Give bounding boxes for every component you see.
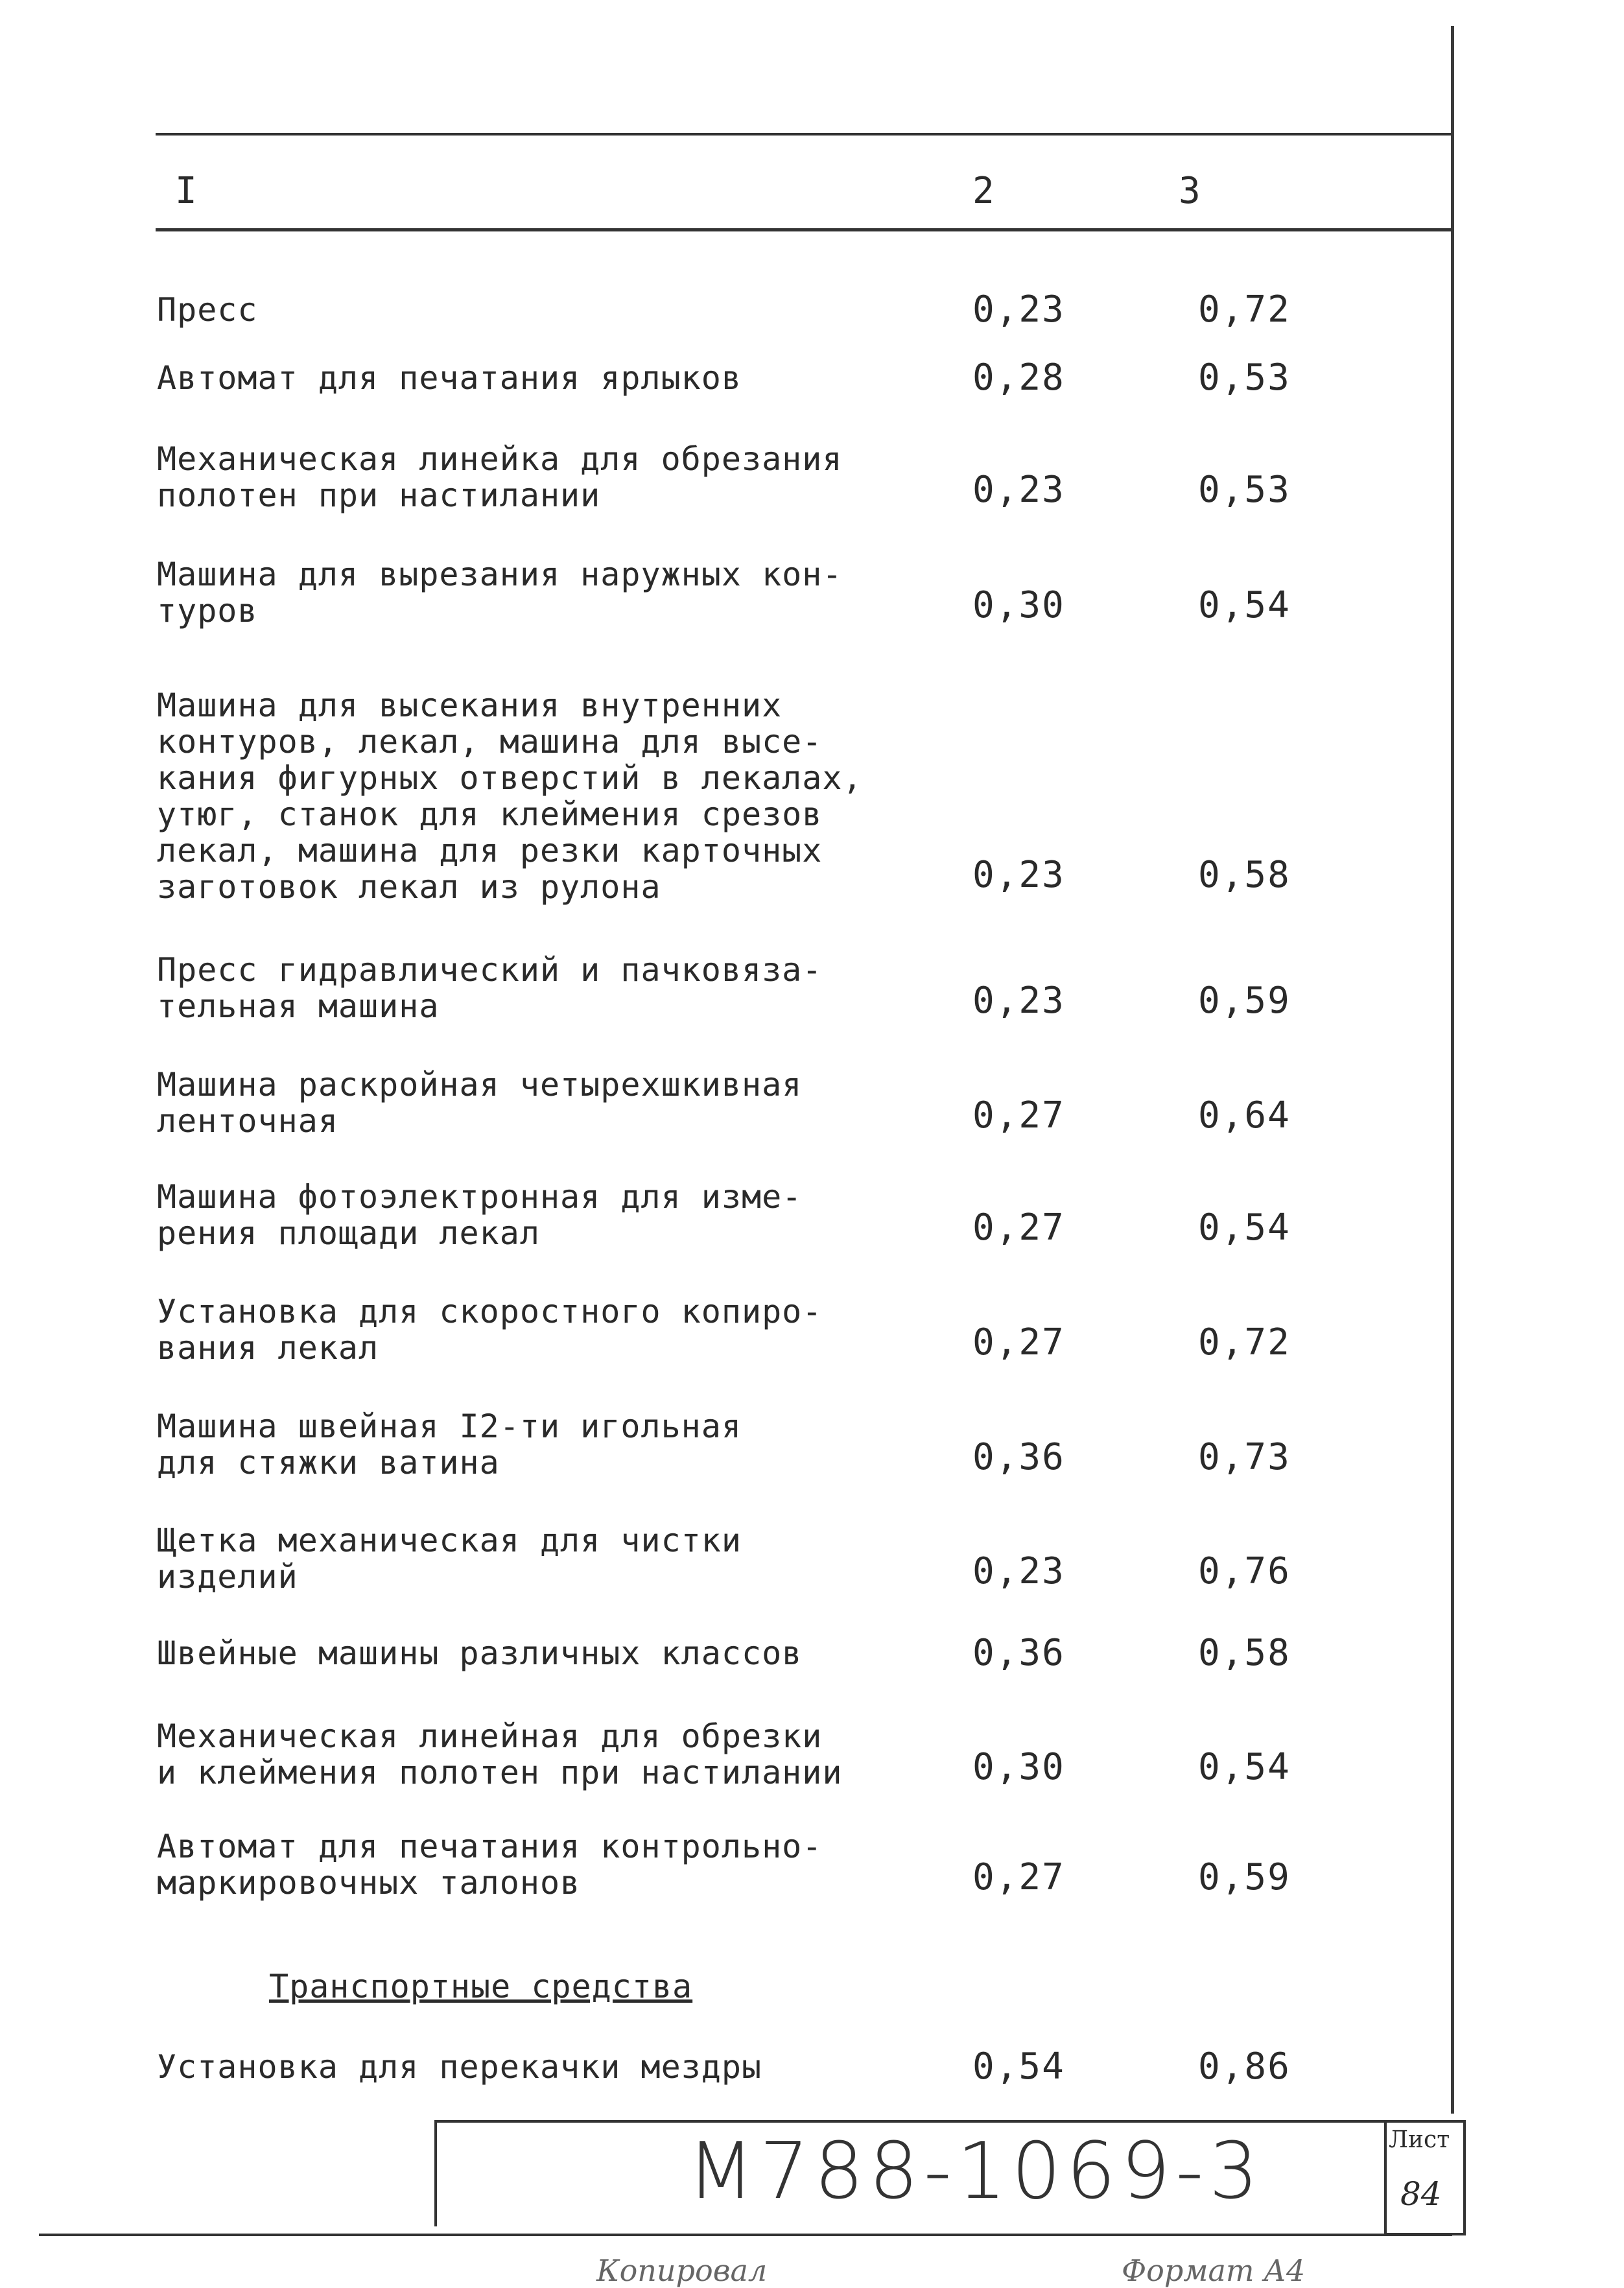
row-value-3: 0,73	[1198, 1436, 1291, 1478]
row-value-3: 0,58	[1198, 1632, 1291, 1674]
row-value-2: 0,36	[972, 1632, 1065, 1674]
row-name: Машина для вырезания наружных кон- туров	[157, 556, 843, 630]
column-header-2: 2	[972, 170, 994, 212]
row-name: Пресс	[157, 291, 258, 329]
row-value-3: 0,72	[1198, 1321, 1291, 1363]
section-title-transport: Транспортные средства	[269, 1968, 693, 2005]
row-value-2: 0,27	[972, 1321, 1065, 1363]
row-value-3: 0,54	[1198, 1207, 1291, 1249]
row-value-2: 0,23	[972, 1550, 1065, 1592]
row-value-3: 0,72	[1198, 289, 1291, 331]
row-name: Машина раскройная четырехшкивная ленточная	[157, 1066, 803, 1140]
bottom-rule	[39, 2234, 1452, 2236]
row-value-2: 0,23	[972, 289, 1065, 331]
row-value-2: 0,28	[972, 357, 1065, 399]
sheet-label: Лист	[1389, 2127, 1450, 2153]
frame-right-border	[1451, 26, 1454, 2114]
signature-copied: Копировал	[596, 2253, 768, 2288]
column-header-3: 3	[1179, 170, 1201, 212]
row-value-3: 0,59	[1198, 980, 1291, 1022]
row-name: Швейные машины различных классов	[157, 1634, 803, 1672]
row-name: Машина швейная I2-ти игольная для стяжки ватина	[157, 1408, 742, 1481]
row-value-2: 0,54	[972, 2046, 1065, 2088]
row-value-2: 0,27	[972, 1207, 1065, 1249]
row-name: Установка для перекачки мездры	[157, 2048, 762, 2086]
row-name: Машина для высекания внутренних контуров, лекал, машина для высе- кания фигурных отверстий в лекалах, утюг, станок для клеймения срезов лекал, машина для резки карточных заготовок лекал из рулона	[157, 687, 863, 906]
row-value-2: 0,23	[972, 980, 1065, 1022]
row-value-3: 0,64	[1198, 1094, 1291, 1137]
column-header-1: I	[175, 170, 197, 212]
row-value-3: 0,53	[1198, 469, 1291, 511]
row-value-2: 0,36	[972, 1436, 1065, 1478]
row-value-2: 0,27	[972, 1094, 1065, 1137]
row-value-2: 0,23	[972, 469, 1065, 511]
row-name: Щетка механическая для чистки изделий	[157, 1522, 742, 1596]
document-code: М788-1069-3	[687, 2127, 1264, 2217]
row-value-3: 0,54	[1198, 1746, 1291, 1788]
table-header-rule	[156, 228, 1452, 231]
table-top-rule	[156, 133, 1452, 136]
row-name: Установка для скоростного копиро- вания лекал	[157, 1293, 823, 1367]
row-value-2: 0,23	[972, 854, 1065, 896]
row-value-2: 0,30	[972, 1746, 1065, 1788]
row-value-3: 0,59	[1198, 1856, 1291, 1898]
sheet-number: 84	[1400, 2175, 1442, 2213]
row-value-2: 0,30	[972, 584, 1065, 626]
row-value-3: 0,76	[1198, 1550, 1291, 1592]
row-name: Пресс гидравлический и пачковяза- тельная машина	[157, 951, 823, 1025]
row-value-3: 0,53	[1198, 357, 1291, 399]
row-name: Машина фотоэлектронная для изме- рения площади лекал	[157, 1178, 803, 1252]
row-name: Автомат для печатания контрольно- маркировочных талонов	[157, 1828, 823, 1902]
row-name: Механическая линейная для обрезки и клеймения полотен при настилании	[157, 1717, 843, 1791]
row-value-3: 0,86	[1198, 2046, 1291, 2088]
row-name: Механическая линейка для обрезания полотен при настилании	[157, 440, 843, 514]
row-value-3: 0,54	[1198, 584, 1291, 626]
row-value-2: 0,27	[972, 1856, 1065, 1898]
signature-format: Формат А4	[1122, 2253, 1306, 2288]
row-name: Автомат для печатания ярлыков	[157, 359, 742, 397]
row-value-3: 0,58	[1198, 854, 1291, 896]
